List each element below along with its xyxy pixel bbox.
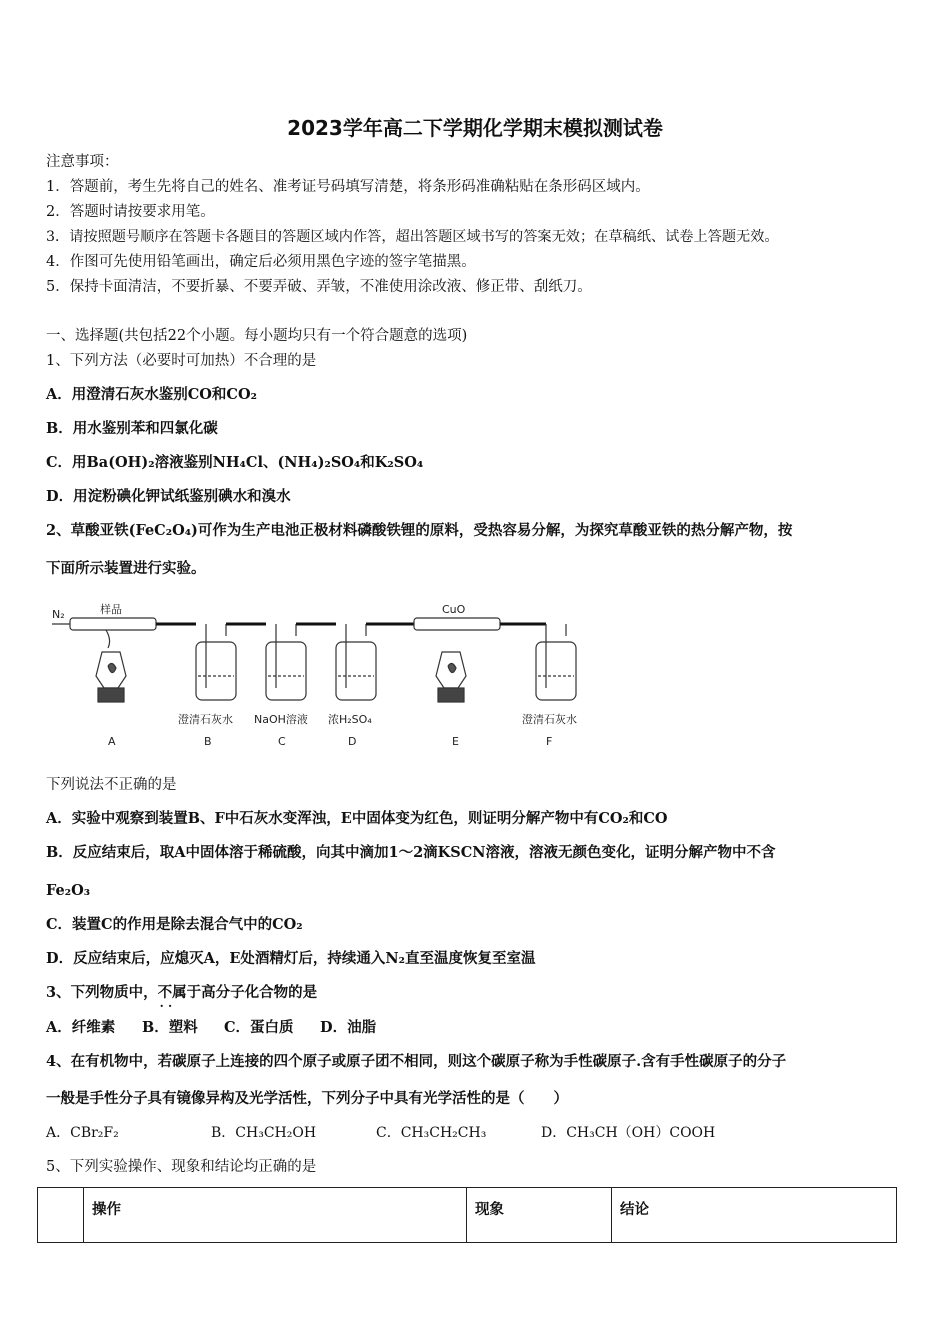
- notice-item: 4．作图可先使用铅笔画出，确定后必须用黑色字迹的签字笔描黑。: [46, 254, 476, 270]
- q2-stem-line1: 2、草酸亚铁(FeC₂O₄)可作为生产电池正极材料磷酸铁锂的原料，受热容易分解，为探究草酸亚铁的热分解产物，按: [46, 522, 793, 539]
- bottle-d: [336, 624, 376, 700]
- bottle-c: [266, 624, 306, 700]
- q4-option-a: A．CBr₂F₂: [46, 1125, 119, 1141]
- apparatus-figure: [46, 596, 606, 756]
- q3-stem-pre: 3、下列物质中，: [46, 984, 158, 1001]
- tube-e: [414, 618, 500, 630]
- label-f: F: [546, 735, 553, 748]
- q2-option-b-line1: B．反应结束后，取A中固体溶于稀硫酸，向其中滴加1～2滴KSCN溶液，溶液无颜色变化，证明分解产物中不含: [46, 844, 776, 861]
- label-e: E: [452, 735, 459, 748]
- label-b: B: [204, 735, 212, 748]
- reagent-f: 澄清石灰水: [522, 713, 577, 726]
- q2-option-b-line2: Fe₂O₃: [46, 882, 91, 899]
- table-header-phenomenon: 现象: [467, 1188, 612, 1243]
- q1-stem: 1、下列方法（必要时可加热）不合理的是: [46, 353, 317, 369]
- q4-option-b: B．CH₃CH₂OH: [211, 1125, 317, 1141]
- q3-options: [46, 1018, 376, 1038]
- q4-options: [46, 1123, 715, 1143]
- reagent-c: NaOH溶液: [254, 713, 308, 726]
- q1-option-a: A．用澄清石灰水鉴别CO和CO₂: [46, 386, 257, 403]
- q3-stem: [46, 983, 317, 1003]
- sample-pile: [106, 630, 110, 648]
- table-header-row: [38, 1188, 897, 1243]
- q4-option-c: C．CH₃CH₂CH₃: [376, 1125, 487, 1141]
- n2-label: N₂: [52, 608, 65, 621]
- cuo-label: CuO: [442, 603, 466, 616]
- tube-a: [70, 618, 156, 630]
- q2-option-d: D．反应结束后，应熄灭A，E处酒精灯后，持续通入N₂直至温度恢复至室温: [46, 950, 536, 967]
- label-c: C: [278, 735, 286, 748]
- q2-option-a: A．实验中观察到装置B、F中石灰水变浑浊，E中固体变为红色，则证明分解产物中有CO₂和CO: [46, 810, 668, 827]
- reagent-b: 澄清石灰水: [178, 713, 233, 726]
- q3-stem-post: 高分子化合物的是: [201, 984, 318, 1001]
- page-title: 2023学年高二下学期化学期末模拟测试卷: [287, 116, 663, 140]
- q2-ask: 下列说法不正确的是: [46, 777, 177, 793]
- reagent-d: 浓H₂SO₄: [328, 713, 372, 726]
- q3-option-d: D．油脂: [320, 1019, 377, 1036]
- q4-stem-line1: 4、在有机物中，若碳原子上连接的四个原子或原子团不相同，则这个碳原子称为手性碳原子.含有手性碳原子的分子: [46, 1053, 787, 1070]
- q3-option-b: B．塑料: [142, 1019, 198, 1036]
- q2-option-c: C．装置C的作用是除去混合气中的CO₂: [46, 916, 303, 933]
- bottle-f: [536, 624, 576, 700]
- notice-item: 3．请按照题号顺序在答题卡各题目的答题区域内作答，超出答题区域书写的答案无效；在草稿纸、试卷上答题无效。: [46, 229, 779, 245]
- table-header-operation: 操作: [84, 1188, 467, 1243]
- q4-stem-line2: 一般是手性分子具有镜像异构及光学活性，下列分子中具有光学活性的是（ ）: [46, 1090, 568, 1107]
- sample-label: 样品: [100, 603, 122, 616]
- burner-a: [96, 652, 126, 702]
- label-a: A: [108, 735, 116, 748]
- burner-e: [436, 652, 466, 702]
- notice-item: 1．答题前，考生先将自己的姓名、准考证号码填写清楚，将条形码准确粘贴在条形码区域内。: [46, 179, 650, 195]
- q4-option-d: D．CH₃CH（OH）COOH: [541, 1125, 716, 1141]
- q3-option-c: C．蛋白质: [224, 1019, 294, 1036]
- q2-stem-line2: 下面所示装置进行实验。: [46, 560, 206, 577]
- bottle-b: [196, 624, 236, 700]
- q1-option-b: B．用水鉴别苯和四氯化碳: [46, 420, 218, 437]
- q1-option-d: D．用淀粉碘化钾试纸鉴别碘水和溴水: [46, 488, 291, 505]
- notice-item: 2．答题时请按要求用笔。: [46, 204, 215, 220]
- q3-option-a: A．纤维素: [46, 1019, 116, 1036]
- section-heading: 一、选择题(共包括22个小题。每小题均只有一个符合题意的选项): [46, 328, 468, 344]
- notice-heading: 注意事项：: [46, 154, 119, 170]
- table-header-conclusion: 结论: [612, 1188, 897, 1243]
- q5-table: [37, 1187, 897, 1243]
- q3-stem-emphasis: 不属于 · ·: [158, 984, 202, 1001]
- table-header-index: [38, 1188, 84, 1243]
- notice-item: 5．保持卡面清洁，不要折暴、不要弄破、弄皱，不准使用涂改液、修正带、刮纸刀。: [46, 279, 592, 295]
- q5-stem: 5、下列实验操作、现象和结论均正确的是: [46, 1159, 317, 1175]
- label-d: D: [348, 735, 357, 748]
- q1-option-c: C．用Ba(OH)₂溶液鉴别NH₄Cl、(NH₄)₂SO₄和K₂SO₄: [46, 454, 424, 471]
